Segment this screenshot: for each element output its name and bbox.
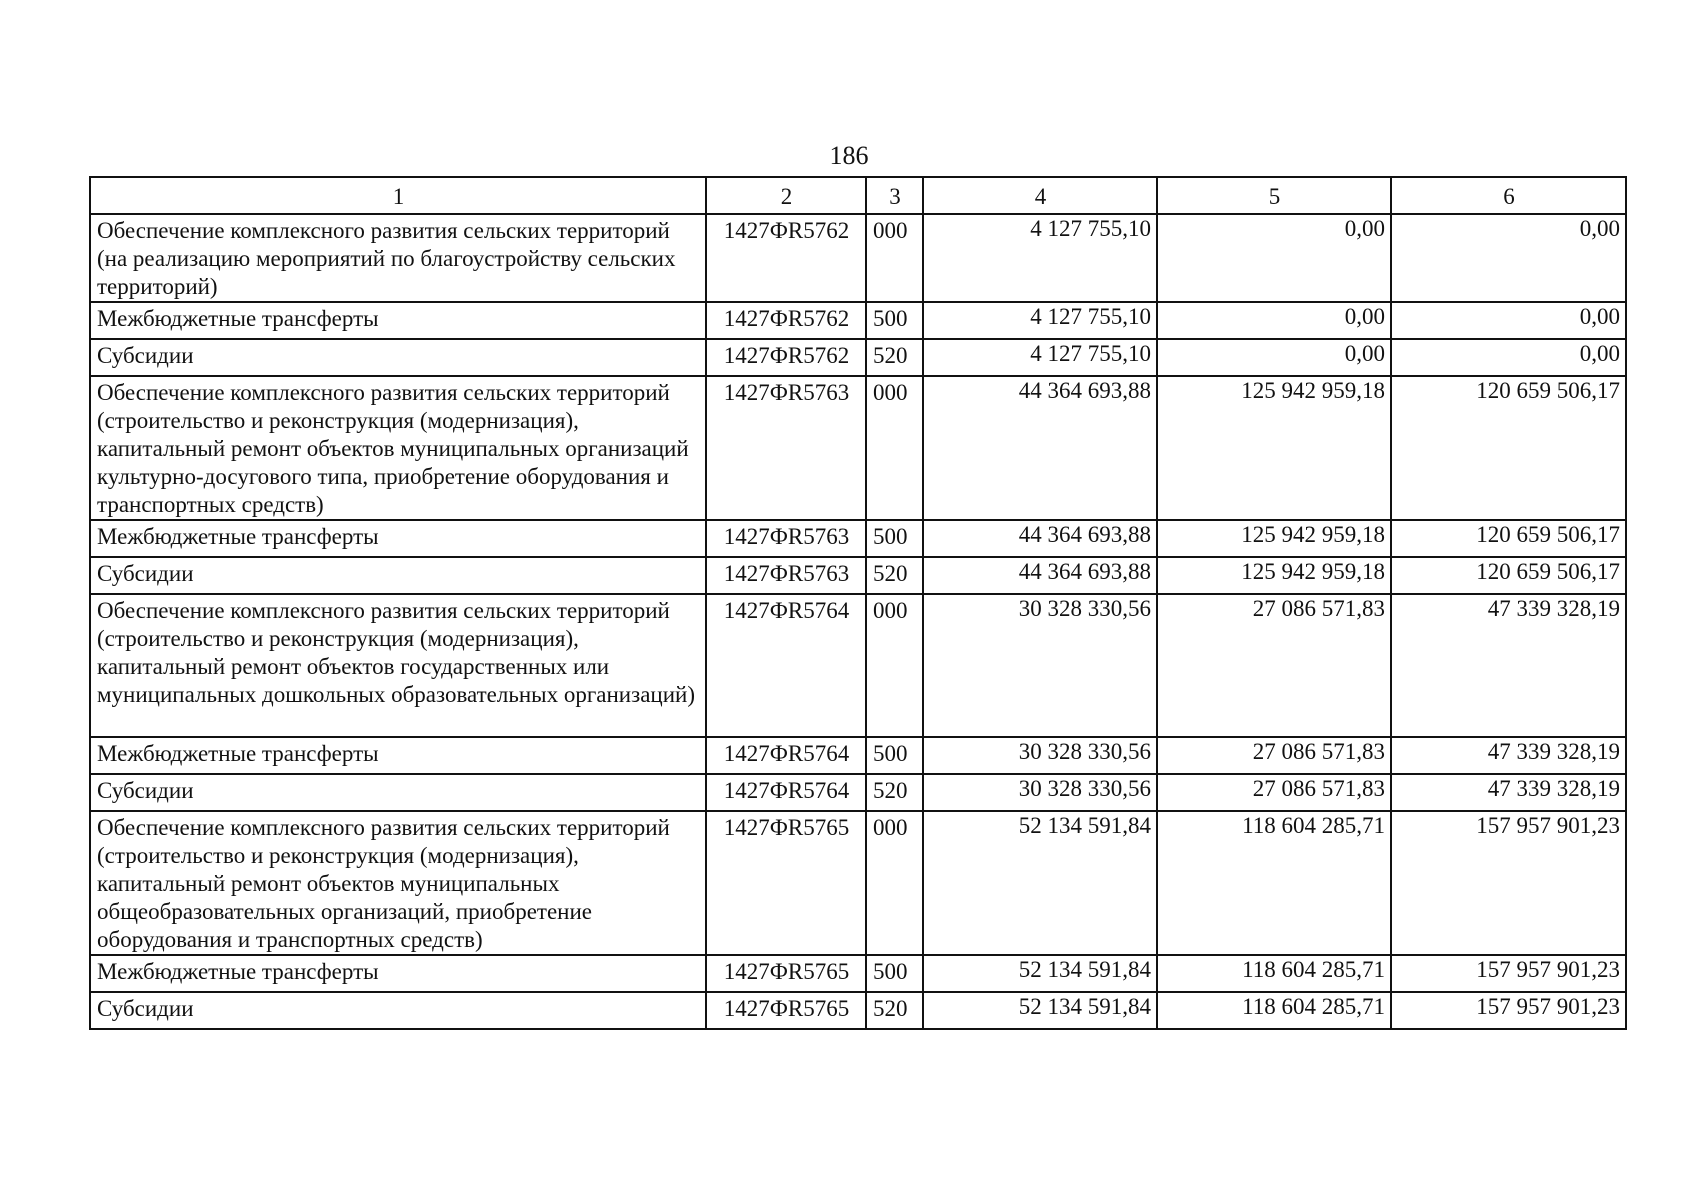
table-row xyxy=(90,774,1626,811)
amount-col-5: 0,00 xyxy=(1157,302,1391,339)
amount-col-6: 120 659 506,17 xyxy=(1391,557,1626,594)
amount-col-6: 120 659 506,17 xyxy=(1391,376,1626,520)
target-article-code: 1427ФR5762 xyxy=(706,339,866,376)
amount-col-6: 0,00 xyxy=(1391,214,1626,302)
table-row xyxy=(90,376,1626,520)
amount-col-5: 27 086 571,83 xyxy=(1157,737,1391,774)
amount-col-5: 0,00 xyxy=(1157,214,1391,302)
amount-col-4: 4 127 755,10 xyxy=(923,339,1157,376)
amount-col-4: 30 328 330,56 xyxy=(923,737,1157,774)
table-row xyxy=(90,594,1626,737)
amount-col-6: 157 957 901,23 xyxy=(1391,992,1626,1029)
amount-col-5: 118 604 285,71 xyxy=(1157,992,1391,1029)
amount-col-4: 52 134 591,84 xyxy=(923,992,1157,1029)
table-row xyxy=(90,214,1626,302)
table-row xyxy=(90,557,1626,594)
expense-type-code: 520 xyxy=(866,774,923,811)
expense-type-code: 500 xyxy=(866,737,923,774)
amount-col-5: 118 604 285,71 xyxy=(1157,811,1391,955)
amount-col-6: 157 957 901,23 xyxy=(1391,955,1626,992)
amount-col-4: 30 328 330,56 xyxy=(923,594,1157,737)
expense-type-code: 000 xyxy=(866,214,923,302)
amount-col-5: 0,00 xyxy=(1157,339,1391,376)
table-row xyxy=(90,520,1626,557)
amount-col-6: 120 659 506,17 xyxy=(1391,520,1626,557)
table-row xyxy=(90,992,1626,1029)
expense-type-code: 500 xyxy=(866,955,923,992)
expense-name: Субсидии xyxy=(90,557,706,594)
page-number: 186 xyxy=(829,141,869,170)
amount-col-5: 27 086 571,83 xyxy=(1157,774,1391,811)
column-header: 2 xyxy=(706,177,866,214)
column-number-row xyxy=(90,177,1626,214)
expense-name: Межбюджетные трансферты xyxy=(90,520,706,557)
amount-col-6: 0,00 xyxy=(1391,302,1626,339)
column-header: 3 xyxy=(866,177,923,214)
target-article-code: 1427ФR5763 xyxy=(706,557,866,594)
amount-col-6: 47 339 328,19 xyxy=(1391,594,1626,737)
expense-type-code: 520 xyxy=(866,557,923,594)
expense-type-code: 000 xyxy=(866,811,923,955)
amount-col-4: 44 364 693,88 xyxy=(923,376,1157,520)
target-article-code: 1427ФR5765 xyxy=(706,811,866,955)
target-article-code: 1427ФR5762 xyxy=(706,214,866,302)
table-row xyxy=(90,339,1626,376)
expense-name: Обеспечение комплексного развития сельских территорий (строительство и реконструкция (модернизация), капитальный ремонт объектов муниципальных организаций культурно-досугового типа, приобретение оборудования и транспортных средств) xyxy=(90,376,706,520)
table-row xyxy=(90,302,1626,339)
amount-col-4: 4 127 755,10 xyxy=(923,302,1157,339)
target-article-code: 1427ФR5763 xyxy=(706,376,866,520)
expense-type-code: 000 xyxy=(866,376,923,520)
column-header: 4 xyxy=(923,177,1157,214)
expense-name: Обеспечение комплексного развития сельских территорий (строительство и реконструкция (модернизация), капитальный ремонт объектов муниципальных общеобразовательных организаций, приобретение оборудования и транспортных средств) xyxy=(90,811,706,955)
amount-col-6: 0,00 xyxy=(1391,339,1626,376)
target-article-code: 1427ФR5764 xyxy=(706,737,866,774)
amount-col-6: 47 339 328,19 xyxy=(1391,774,1626,811)
target-article-code: 1427ФR5762 xyxy=(706,302,866,339)
expense-name: Субсидии xyxy=(90,992,706,1029)
target-article-code: 1427ФR5765 xyxy=(706,992,866,1029)
amount-col-5: 125 942 959,18 xyxy=(1157,557,1391,594)
target-article-code: 1427ФR5763 xyxy=(706,520,866,557)
target-article-code: 1427ФR5765 xyxy=(706,955,866,992)
expense-name: Обеспечение комплексного развития сельских территорий (строительство и реконструкция (модернизация), капитальный ремонт объектов государственных или муниципальных дошкольных образовательных организаций) xyxy=(90,594,706,737)
amount-col-5: 118 604 285,71 xyxy=(1157,955,1391,992)
target-article-code: 1427ФR5764 xyxy=(706,774,866,811)
budget-table xyxy=(89,176,1627,1030)
target-article-code: 1427ФR5764 xyxy=(706,594,866,737)
amount-col-4: 30 328 330,56 xyxy=(923,774,1157,811)
expense-type-code: 520 xyxy=(866,339,923,376)
column-header: 5 xyxy=(1157,177,1391,214)
expense-type-code: 500 xyxy=(866,302,923,339)
table-body xyxy=(90,177,1626,1029)
expense-type-code: 000 xyxy=(866,594,923,737)
amount-col-5: 27 086 571,83 xyxy=(1157,594,1391,737)
expense-name: Субсидии xyxy=(90,339,706,376)
expense-type-code: 520 xyxy=(866,992,923,1029)
amount-col-6: 47 339 328,19 xyxy=(1391,737,1626,774)
column-header: 1 xyxy=(90,177,706,214)
expense-name: Межбюджетные трансферты xyxy=(90,737,706,774)
expense-type-code: 500 xyxy=(866,520,923,557)
table-row xyxy=(90,811,1626,955)
column-header: 6 xyxy=(1391,177,1626,214)
amount-col-6: 157 957 901,23 xyxy=(1391,811,1626,955)
amount-col-5: 125 942 959,18 xyxy=(1157,376,1391,520)
amount-col-4: 44 364 693,88 xyxy=(923,520,1157,557)
amount-col-4: 52 134 591,84 xyxy=(923,955,1157,992)
table-row xyxy=(90,955,1626,992)
expense-name: Субсидии xyxy=(90,774,706,811)
amount-col-4: 52 134 591,84 xyxy=(923,811,1157,955)
expense-name: Межбюджетные трансферты xyxy=(90,302,706,339)
amount-col-4: 44 364 693,88 xyxy=(923,557,1157,594)
amount-col-4: 4 127 755,10 xyxy=(923,214,1157,302)
expense-name: Обеспечение комплексного развития сельских территорий (на реализацию мероприятий по благоустройству сельских территорий) xyxy=(90,214,706,302)
amount-col-5: 125 942 959,18 xyxy=(1157,520,1391,557)
expense-name: Межбюджетные трансферты xyxy=(90,955,706,992)
table-row xyxy=(90,737,1626,774)
